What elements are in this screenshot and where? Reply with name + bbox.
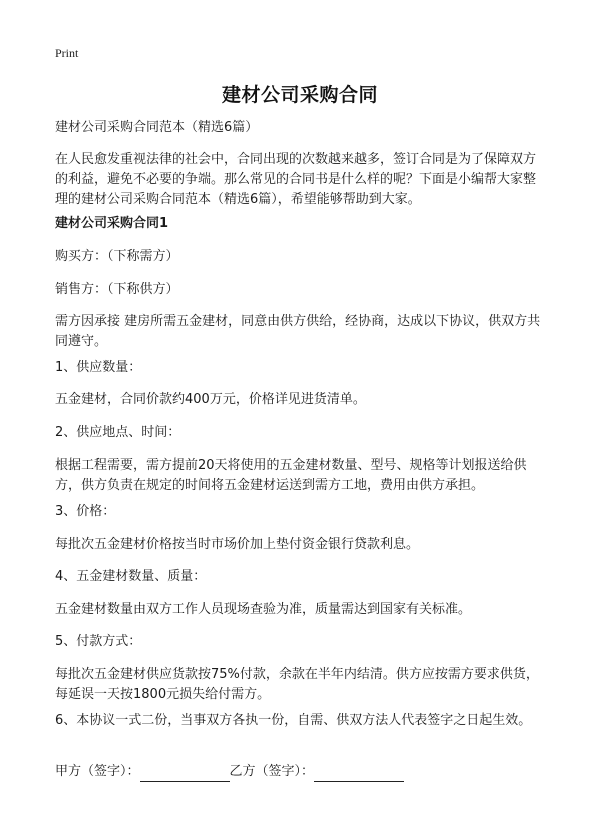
section-6-body: 6、本协议一式二份，当事双方各执一份，自需、供双方法人代表签字之日起生效。 bbox=[55, 713, 532, 728]
section-1-title: 1、供应数量： bbox=[55, 360, 142, 375]
section-1-body: 五金建材，合同价款约400万元，价格详见进货清单。 bbox=[55, 392, 366, 407]
seller-line: 销售方：（下称供方） bbox=[55, 282, 179, 297]
section-3-body: 每批次五金建材价格按当时市场价加上垫付资金银行贷款利息。 bbox=[55, 537, 420, 552]
preamble-paragraph: 需方因承接 建房所需五金建材，同意由供方供给，经协商，达成以下协议，供双方共同遵守。 bbox=[55, 314, 541, 349]
section-5-body: 每批次五金建材供应货款按75%付款，余款在半年内结清。供方应按需方要求供货，每延误一天按1800元损失给付需方。 bbox=[55, 667, 539, 702]
section-3-title: 3、价格： bbox=[55, 504, 116, 519]
section-5-title: 5、付款方式： bbox=[55, 634, 142, 649]
section-4-title: 4、五金建材数量、质量： bbox=[55, 569, 207, 584]
party-b-label: 乙方（签字）： bbox=[229, 764, 315, 779]
section-2-title: 2、供应地点、时间： bbox=[55, 425, 181, 440]
party-a-label: 甲方（签字）： bbox=[55, 764, 140, 779]
contract-heading: 建材公司采购合同1 bbox=[55, 216, 169, 231]
section-2-body: 根据工程需要，需方提前20天将使用的五金建材数量、型号、规格等计划报送给供方，供方负责在规定的时间将五金建材运送到需方工地，费用由供方承担。 bbox=[55, 458, 527, 493]
document-subtitle: 建材公司采购合同范本（精选6篇） bbox=[55, 120, 259, 135]
print-link[interactable]: Print bbox=[55, 46, 79, 60]
section-4-body: 五金建材数量由双方工作人员现场查验为准，质量需达到国家有关标准。 bbox=[55, 602, 472, 617]
signature-line bbox=[55, 762, 404, 782]
document-title: 建材公司采购合同 bbox=[221, 84, 378, 106]
buyer-line: 购买方：（下称需方） bbox=[55, 249, 179, 264]
party-a-signature-blank bbox=[140, 765, 230, 782]
intro-paragraph: 在人民愈发重视法律的社会中，合同出现的次数越来越多，签订合同是为了保障双方的利益，避免不必要的争端。那么常见的合同书是什么样的呢？下面是小编帮大家整理的建材公司采购合同范本（精选6篇），希望能够帮助到大家。 bbox=[55, 152, 537, 207]
party-b-signature-blank bbox=[314, 765, 404, 782]
